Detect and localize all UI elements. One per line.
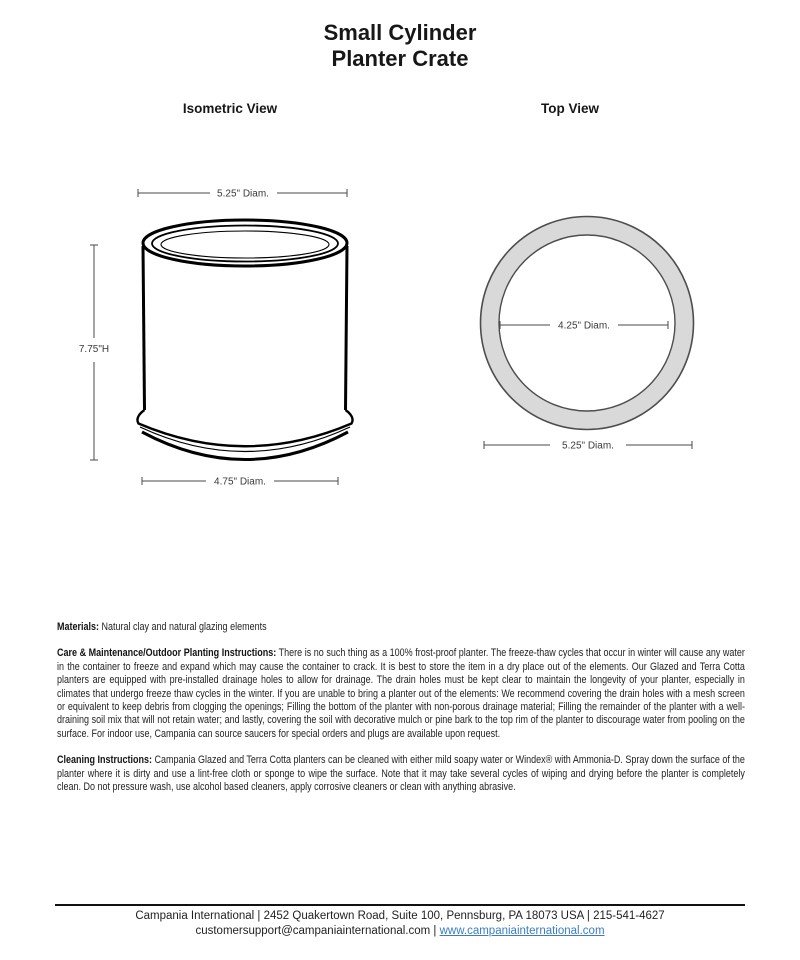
page-title-line2: Planter Crate [331,46,469,71]
dim-label-bottom-diameter: 4.75" Diam. [214,476,266,488]
cylinder-wall-right [346,246,348,410]
care-paragraph [57,647,745,741]
footer-separator: | [430,925,440,937]
dim-top-outer-diameter [484,441,692,452]
top-view-drawing [440,180,760,470]
dim-label-inner-diameter: 4.25" Diam. [558,320,610,332]
cylinder-base-band [140,427,350,452]
cylinder-wall-left [143,246,145,410]
dim-iso-bottom-diameter [142,477,338,488]
cylinder-top-rim-outer [143,220,347,266]
materials-text: Natural clay and natural glazing elements [101,621,267,633]
footer-address-line: Campania International | 2452 Quakertown Road, Suite 100, Pennsburg, PA 18073 USA | 215-541-4627 [135,910,665,922]
dim-label-height: 7.75"H [78,344,110,355]
cleaning-paragraph [57,754,745,794]
cylinder-base-flare [137,410,352,446]
footer-divider [55,904,745,906]
top-view-label: Top View [540,101,599,116]
care-text: There is no such thing as a 100% frost-proof planter. The freeze-thaw cycles that occur in winter will cause any water in the container to freeze and expand which may cause the container to crack. It is best to store the item in a dry place out of the elements. Our Glazed and Terra Cotta planters are equipped with pre-installed drainage holes to allow for drainage. The drain holes must be kept clear to maintain the longevity of your planter, especially in climates that undergo freeze thaw cycles in the winter. If you are unable to bring a planter out of the elements: We recommend covering the drain holes with a mesh screen or equivalent to keep debris from clogging the openings; Filling the bottom of the planter with non-porous drainage material; Filling the remainder of the planter with a well-draining soil mix that will not retain water; and lastly, covering the soil with decorative mulch or pine bark to the top rim of the planter to discourage water from pooling on the surface. For indoor use, Campania can source saucers for special orders and plugs are available upon request. [57,647,745,740]
dim-label-outer-diameter: 5.25" Diam. [562,440,614,452]
cylinder-top-rim-inner [161,231,329,258]
isometric-view-label: Isometric View [182,101,278,116]
cleaning-text: Campania Glazed and Terra Cotta planters can be cleaned with either mild soapy water or Windex® with Ammonia-D. Spray down the surface of the planter where it is dirty and use a lint-free cloth or sponge to wipe the surface. Note that it may take several cycles of wiping and drying before the planter is completely clean. Do not pressure wash, use alcohol based cleaners, apply corrosive cleaners or clean with anything abrasive. [57,754,745,794]
body-text [57,621,745,807]
website-link[interactable]: www.campaniainternational.com [439,925,605,937]
cylinder-drawing [137,220,352,460]
footer-email: customersupport@campaniainternational.com [195,925,431,937]
materials-paragraph [57,621,745,634]
page-title-line1: Small Cylinder [323,20,477,45]
dim-iso-top-diameter [138,189,347,200]
care-label: Care & Maintenance/Outdoor Planting Instructions: [57,647,277,660]
dim-iso-height [79,245,109,460]
dim-label-top-diameter: 5.25" Diam. [217,188,269,200]
isometric-drawing [60,160,420,500]
footer-contact-line [55,925,745,937]
materials-label: Materials: [57,621,100,633]
page-title [0,20,800,72]
cleaning-label: Cleaning Instructions: [57,754,153,767]
